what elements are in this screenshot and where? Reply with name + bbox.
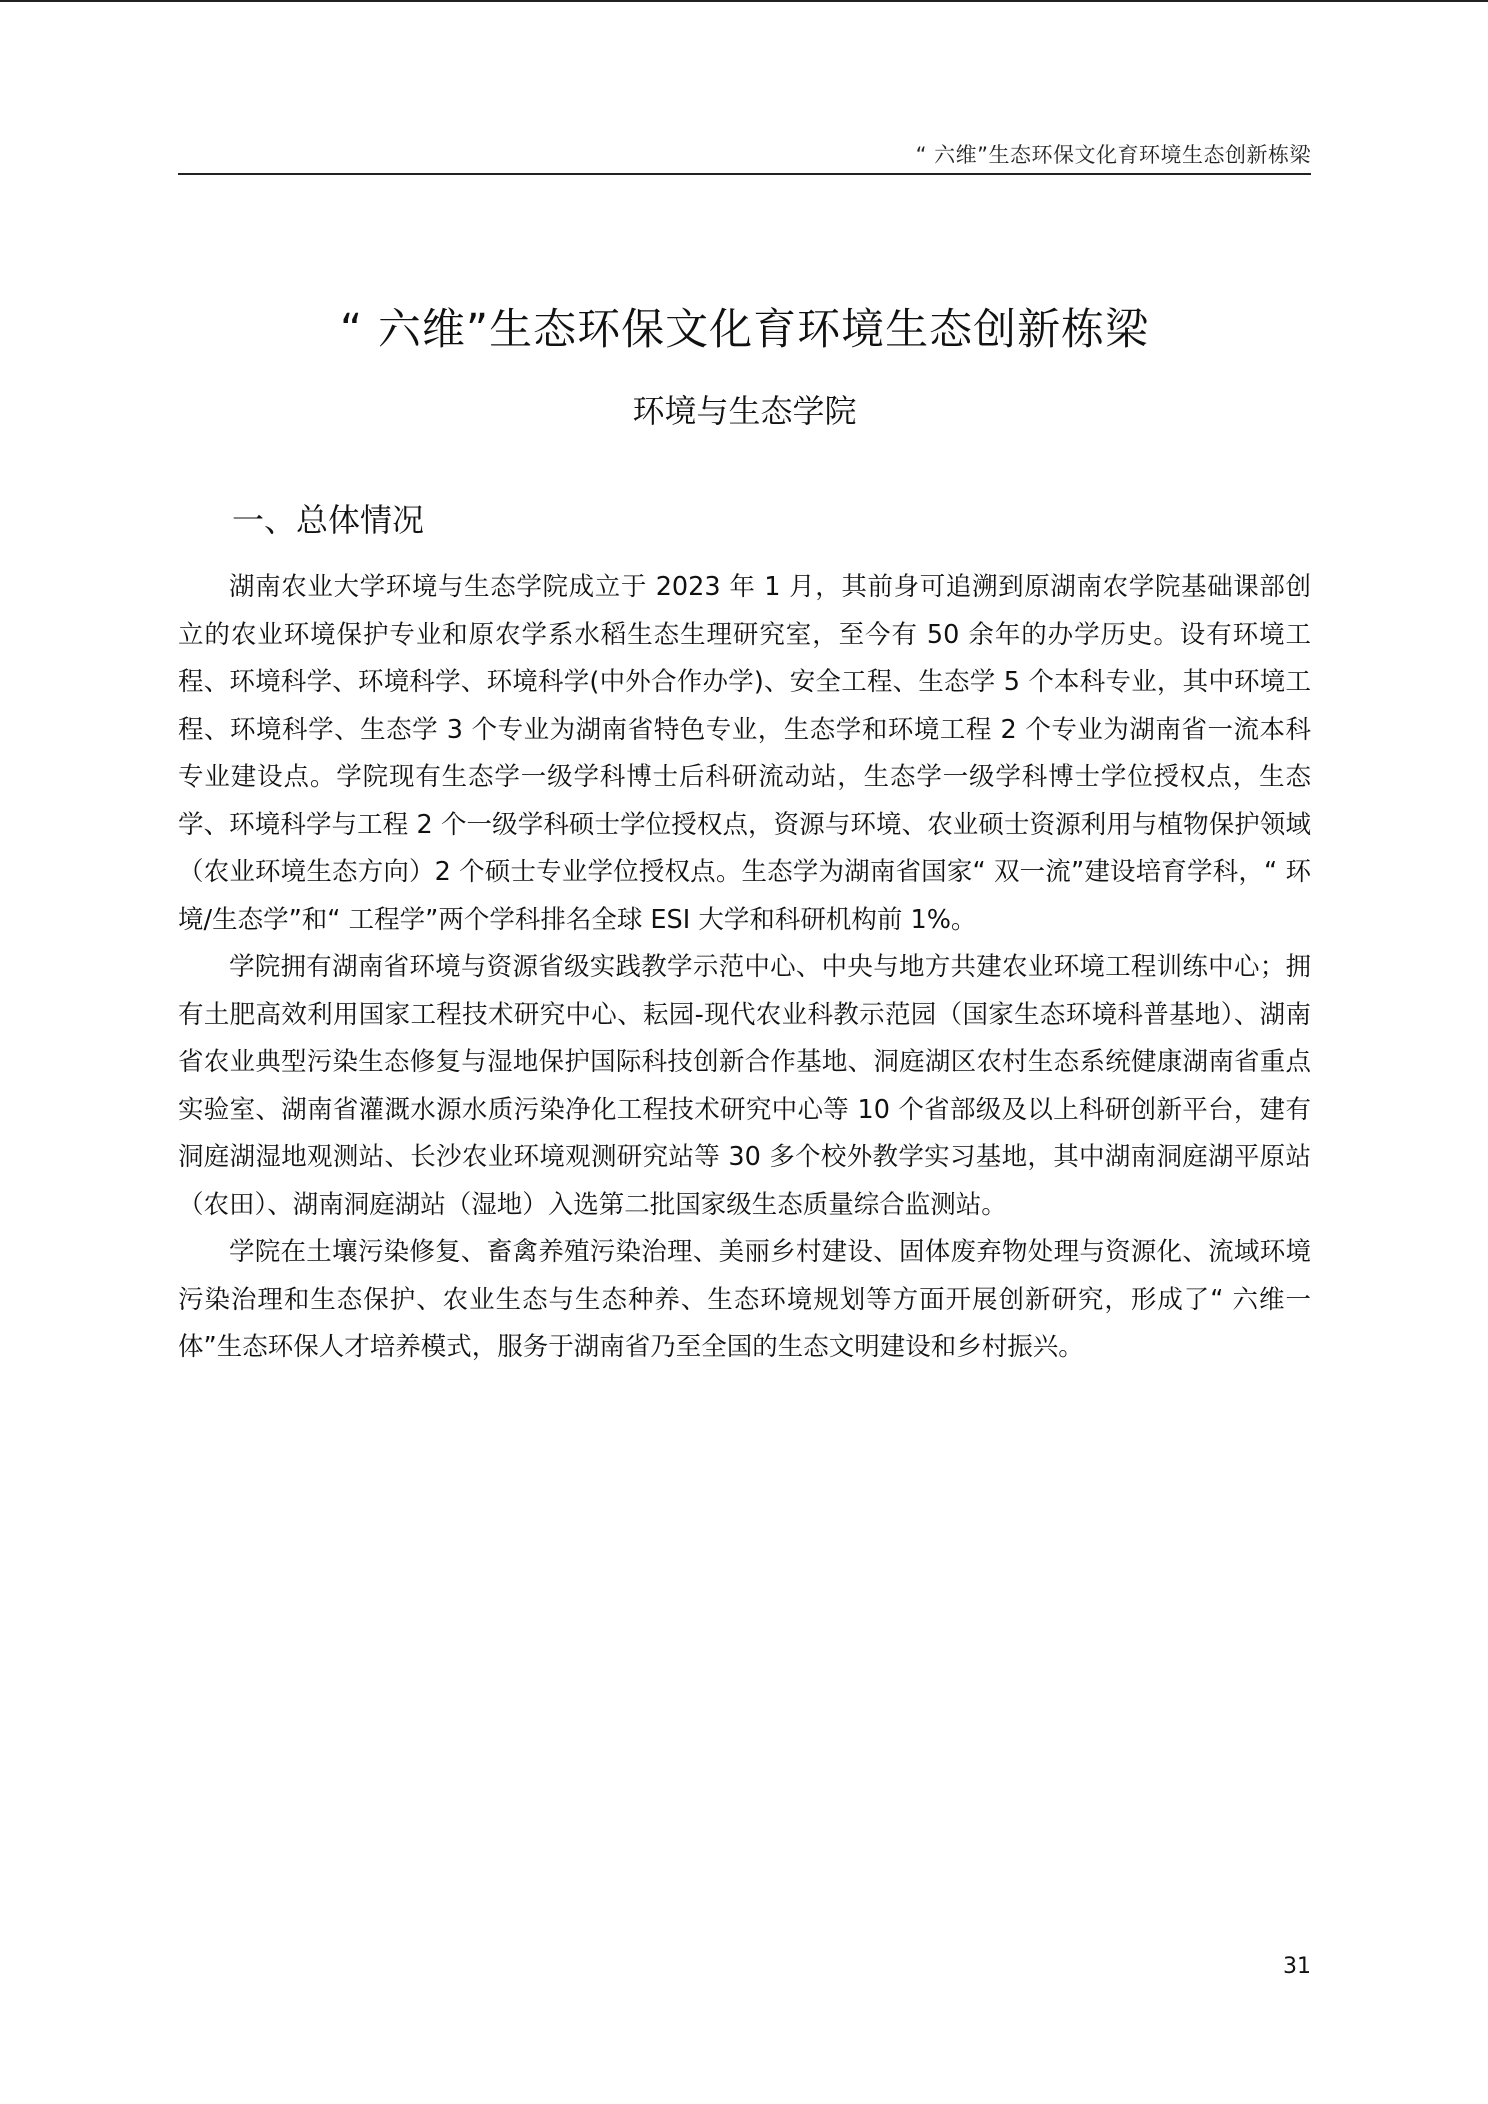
body-text [178,564,1311,1372]
paragraph-2: 学院拥有湖南省环境与资源省级实践教学示范中心、中央与地方共建农业环境工程训练中心；拥有土肥高效利用国家工程技术研究中心、耘园-现代农业科教示范园（国家生态环境科普基地）、湖南省农业典型污染生态修复与湿地保护国际科技创新合作基地、洞庭湖区农村生态系统健康湖南省重点实验室、湖南省灌溉水源水质污染净化工程技术研究中心等 10 个省部级及以上科研创新平台，建有洞庭湖湿地观测站、长沙农业环境观测研究站等 30 多个校外教学实习基地，其中湖南洞庭湖平原站（农田）、湖南洞庭湖站（湿地）入选第二批国家级生态质量综合监测站。 [178,952,1311,1220]
page-number: 31 [1283,1954,1311,1979]
paragraph-3: 学院在土壤污染修复、畜禽养殖污染治理、美丽乡村建设、固体废弃物处理与资源化、流域环境污染治理和生态保护、农业生态与生态种养、生态环境规划等方面开展创新研究，形成了“ 六维一体”生态环保人才培养模式，服务于湖南省乃至全国的生态文明建设和乡村振兴。 [178,1237,1311,1362]
document-subtitle: 环境与生态学院 [632,392,857,430]
header-rule [178,173,1311,175]
document-title: “ 六维”生态环保文化育环境生态创新栋梁 [339,305,1150,355]
page-top-border [0,0,1488,2]
paragraph-1: 湖南农业大学环境与生态学院成立于 2023 年 1 月，其前身可追溯到原湖南农学院基础课部创立的农业环境保护专业和原农学系水稻生态生理研究室，至今有 50 余年的办学历史。设有环境工程、环境科学、环境科学、环境科学(中外合作办学)、安全工程、生态学 5 个本科专业，其中环境工程、环境科学、生态学 3 个专业为湖南省特色专业，生态学和环境工程 2 个专业为湖南省一流本科专业建设点。学院现有生态学一级学科博士后科研流动站，生态学一级学科博士学位授权点，生态学、环境科学与工程 2 个一级学科硕士学位授权点，资源与环境、农业硕士资源利用与植物保护领域（农业环境生态方向）2 个硕士专业学位授权点。生态学为湖南省国家“ 双一流”建设培育学科，“ 环境/生态学”和“ 工程学”两个学科排名全球 ESI 大学和科研机构前 1%。 [178,572,1311,935]
section-heading: 一、总体情况 [232,501,425,539]
running-header: “ 六维”生态环保文化育环境生态创新栋梁 [915,143,1311,167]
